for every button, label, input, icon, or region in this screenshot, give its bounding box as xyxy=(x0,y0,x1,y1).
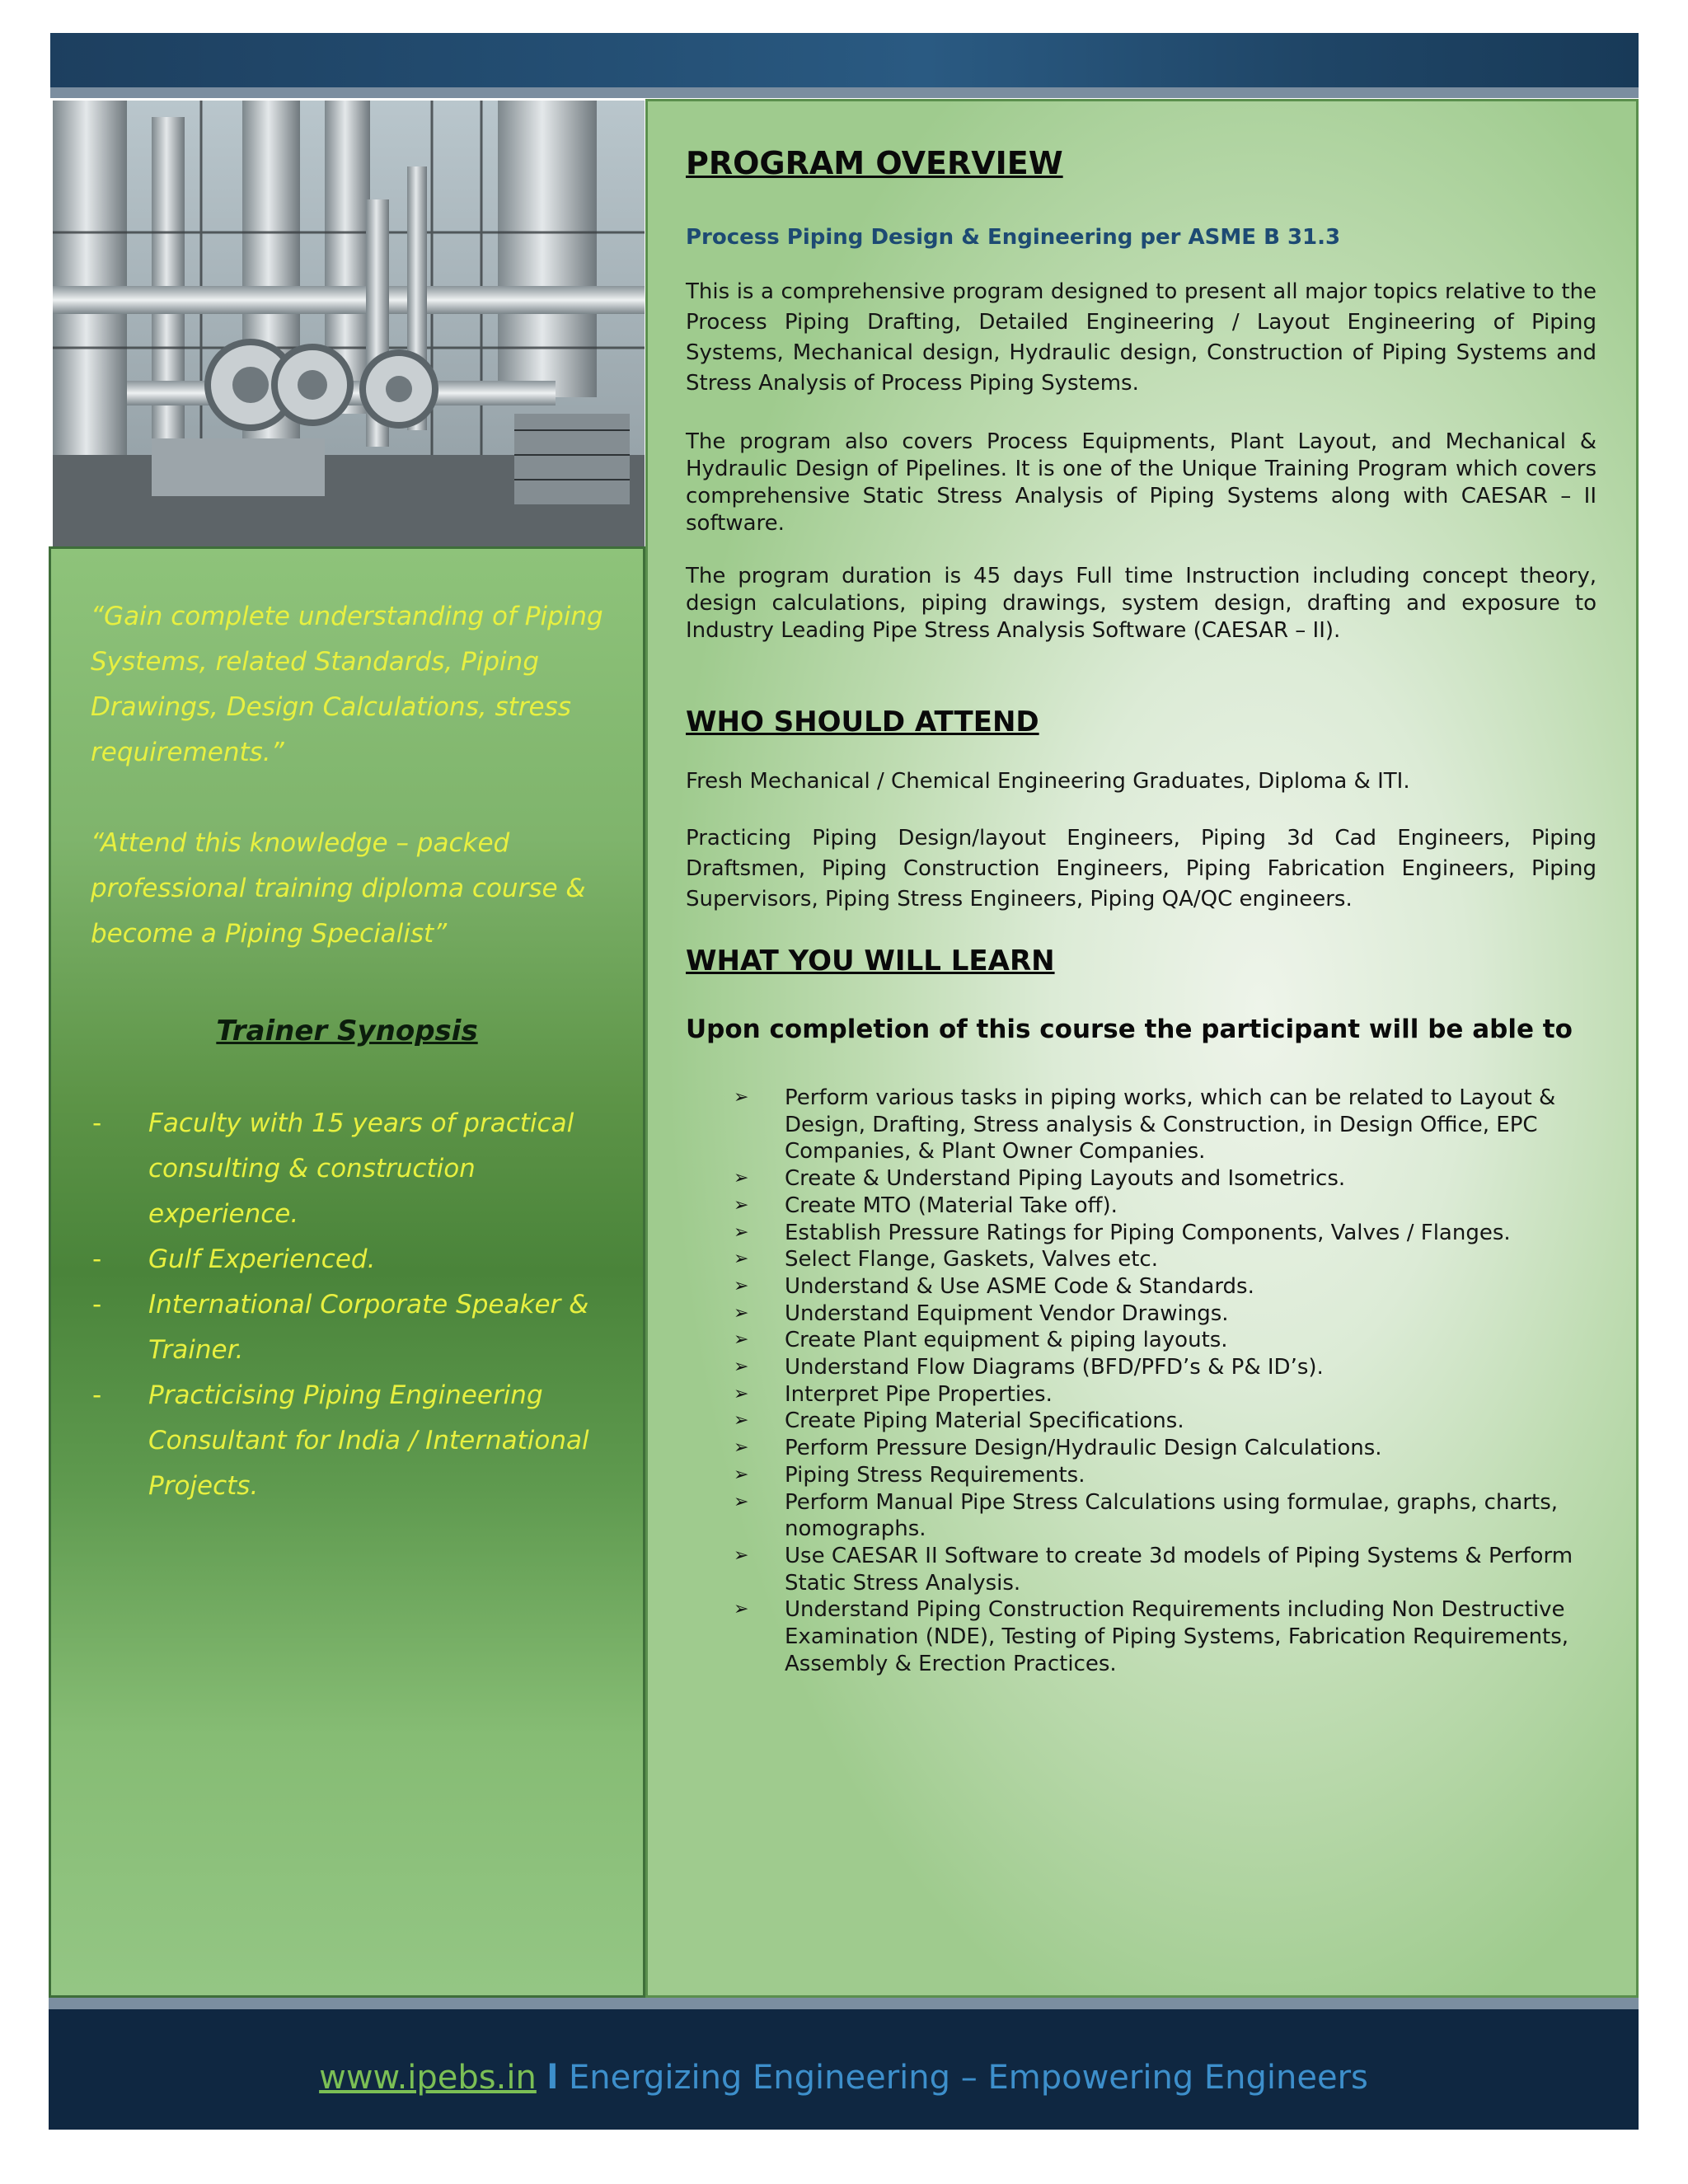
list-item: ➢ Understand & Use ASME Code & Standards. xyxy=(734,1273,1254,1299)
header-divider xyxy=(50,87,1639,98)
list-item: ➢ Piping Stress Requirements. xyxy=(734,1462,1085,1488)
arrow-bullet-icon: ➢ xyxy=(734,1410,749,1432)
quote-attend: “Attend this knowledge – packed professional training diploma course & become a Piping Specialist” xyxy=(91,828,586,949)
list-item: ➢ Perform Manual Pipe Stress Calculations using formulae, graphs, charts, nomographs. xyxy=(734,1489,1559,1542)
arrow-bullet-icon: ➢ xyxy=(734,1329,749,1351)
arrow-bullet-icon: ➢ xyxy=(734,1168,749,1189)
list-item: ➢ Create Plant equipment & piping layouts. xyxy=(734,1328,1228,1353)
footer-divider xyxy=(49,1998,1639,2009)
trainer-point: - Gulf Experienced. xyxy=(142,1237,603,1282)
program-overview-heading: PROGRAM OVERVIEW xyxy=(686,145,1063,181)
arrow-bullet-icon: ➢ xyxy=(734,1302,749,1324)
list-item: ➢ Perform Pressure Design/Hydraulic Design Calculations. xyxy=(734,1436,1382,1461)
list-item: ➢ Establish Pressure Ratings for Piping Components, Valves / Flanges. xyxy=(734,1220,1511,1245)
trainer-point: - Faculty with 15 years of practical consulting & construction experience. xyxy=(142,1101,603,1237)
arrow-bullet-icon: ➢ xyxy=(734,1599,749,1620)
header-band xyxy=(50,33,1639,87)
website-link[interactable]: www.ipebs.in xyxy=(319,2059,537,2097)
list-item: ➢ Create Piping Material Specifications. xyxy=(734,1408,1184,1434)
dash-bullet: - xyxy=(92,1290,102,1319)
dash-bullet: - xyxy=(92,1380,102,1410)
learning-outcomes-list xyxy=(686,1085,1597,1677)
list-item: ➢ Create MTO (Material Take off). xyxy=(734,1193,1118,1218)
overview-para-3: The program duration is 45 days Full time Instruction including concept theory, design calculations, piping drawings, system design, drafting and exposure to Industry Leading Pipe Stress Analysis Software (CAESAR – II). xyxy=(686,564,1597,643)
trainer-point: - International Corporate Speaker & Trainer. xyxy=(142,1282,603,1373)
right-panel xyxy=(645,99,1639,1998)
quote-understanding: “Gain complete understanding of Piping Systems, related Standards, Piping Drawings, Design Calculations, stress requirements.” xyxy=(91,602,603,767)
arrow-bullet-icon: ➢ xyxy=(734,1383,749,1404)
arrow-bullet-icon: ➢ xyxy=(734,1249,749,1270)
what-you-will-learn-heading: WHAT YOU WILL LEARN xyxy=(686,944,1055,977)
list-item: ➢ Understand Piping Construction Requirements including Non Destructive Examination (NDE), Testing of Piping Systems, Fabrication Requirements, Assembly & Erection Practices. xyxy=(734,1597,1569,1676)
arrow-bullet-icon: ➢ xyxy=(734,1464,749,1485)
footer-tagline-line xyxy=(49,2059,1639,2097)
attend-para-1: Fresh Mechanical / Chemical Engineering Graduates, Diploma & ITI. xyxy=(686,769,1410,794)
trainer-synopsis-title: Trainer Synopsis xyxy=(216,1015,478,1047)
arrow-bullet-icon: ➢ xyxy=(734,1087,749,1108)
arrow-bullet-icon: ➢ xyxy=(734,1437,749,1459)
footer-band xyxy=(49,2009,1639,2130)
trainer-point: - Practicising Piping Engineering Consultant for India / International Projects. xyxy=(142,1373,603,1509)
who-should-attend-heading: WHO SHOULD ATTEND xyxy=(686,705,1039,738)
learn-intro: Upon completion of this course the participant will be able to xyxy=(686,1015,1573,1044)
arrow-bullet-icon: ➢ xyxy=(734,1544,749,1566)
overview-para-1: This is a comprehensive program designed to present all major topics relative to the Process Piping Drafting, Detailed Engineering / Layout Engineering of Piping Systems, Mechanical design, Hydraulic design, Construction of Piping Systems and Stress Analysis of Process Piping Systems. xyxy=(686,279,1597,396)
trainer-synopsis-list xyxy=(92,1101,603,1509)
list-item: ➢ Understand Equipment Vendor Drawings. xyxy=(734,1301,1229,1326)
footer-separator: l xyxy=(546,2059,559,2097)
overview-para-2: The program also covers Process Equipments, Plant Layout, and Mechanical & Hydraulic Design of Pipelines. It is one of the Unique Training Program which covers comprehensive Static Stress Analysis of Piping Systems along with CAESAR – II software. xyxy=(686,429,1597,536)
program-subtitle: Process Piping Design & Engineering per ASME B 31.3 xyxy=(686,225,1341,250)
left-panel xyxy=(49,546,645,1998)
list-item: ➢ Use CAESAR II Software to create 3d models of Piping Systems & Perform Static Stress Analysis. xyxy=(734,1543,1573,1596)
arrow-bullet-icon: ➢ xyxy=(734,1357,749,1378)
list-item: ➢ Understand Flow Diagrams (BFD/PFD’s & P& ID’s). xyxy=(734,1355,1324,1380)
arrow-bullet-icon: ➢ xyxy=(734,1194,749,1216)
list-item: ➢ Create & Understand Piping Layouts and Isometrics. xyxy=(734,1166,1346,1192)
list-item: ➢ Interpret Pipe Properties. xyxy=(734,1381,1053,1407)
piping-plant-photo xyxy=(53,101,645,546)
arrow-bullet-icon: ➢ xyxy=(734,1275,749,1296)
footer-tagline: Energizing Engineering – Empowering Engineers xyxy=(568,2059,1368,2097)
list-item: ➢ Select Flange, Gaskets, Valves etc. xyxy=(734,1247,1158,1272)
attend-para-2: Practicing Piping Design/layout Engineers, Piping 3d Cad Engineers, Piping Draftsmen, Piping Construction Engineers, Piping Fabrication Engineers, Piping Supervisors, Piping Stress Engineers, Piping QA/QC engineers. xyxy=(686,826,1597,912)
dash-bullet: - xyxy=(92,1244,102,1274)
arrow-bullet-icon: ➢ xyxy=(734,1221,749,1243)
dash-bullet: - xyxy=(92,1108,102,1138)
list-item: ➢ Perform various tasks in piping works, which can be related to Layout & Design, Drafting, Stress analysis & Construction, in Design Office, EPC Companies, & Plant Owner Companies. xyxy=(734,1085,1556,1165)
arrow-bullet-icon: ➢ xyxy=(734,1491,749,1512)
